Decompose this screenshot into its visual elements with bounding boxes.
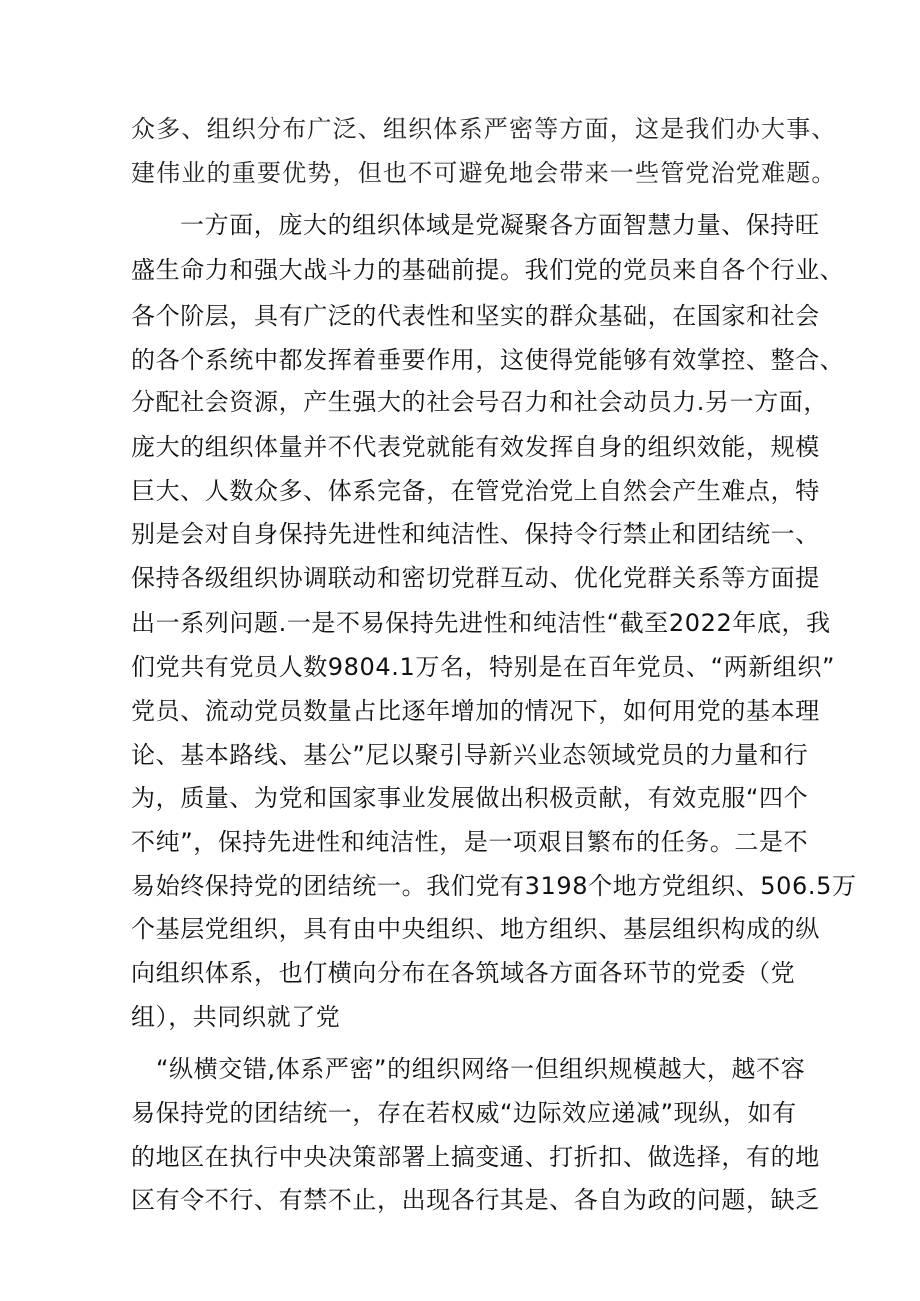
paragraph-start-line: “纵横交错,体系严密”的组织网络一但组织规模越大，越不容	[156, 1055, 806, 1083]
text-line: 为，质量、为党和国家事业发展做出积极贡献，有效克服“四个	[131, 784, 809, 812]
text-line: 组），共同织就了党	[131, 1003, 341, 1031]
text-line: 区有令不行、有禁不止，出现各行其是、各自为政的问题，缺乏	[131, 1186, 820, 1214]
text-line: 论、基本路线、基公”尼以聚引导新兴业态领域党员的力量和行	[131, 741, 809, 769]
text-line: 保持各级组织协调联动和密切党群互动、优化党群关系等方面提	[131, 564, 820, 592]
text-line: 各个阶层，具有广泛的代表性和坚实的群众基础，在国家和社会	[131, 302, 820, 330]
text-line: 向组织体系，也仃横向分布在各筑域各方面各环节的党委（党	[131, 959, 796, 987]
paragraph-start-line: 一方面，庞大的组织体域是党凝聚各方面智慧力量、保持旺	[180, 211, 820, 239]
text-line: 出一系列问题.一是不易保持先进性和纯洁性“截至2022年底，我	[131, 609, 831, 637]
text-line: 分配社会资源，产生强大的社会号召力和社会动员力.另一方面，	[131, 388, 829, 416]
text-line: 的地区在执行中央决策部署上搞变通、打折扣、做选择，有的地	[131, 1143, 820, 1171]
text-line: 易始终保持党的团结统一。我们党有3198个地方党组织、506.5万	[131, 872, 857, 900]
text-line: 党员、流动党员数量占比逐年增加的情况下，如何用党的基本理	[131, 697, 820, 725]
text-line: 别是会对自身保持先进性和纯洁性、保持令行禁止和团结统一、	[131, 520, 820, 548]
text-line: 建伟业的重要优势，但也不可避免地会带来一些管党治党难题。	[131, 159, 837, 187]
text-line: 不纯”，保持先进性和纯洁性，是一项艰目繁布的任务。二是不	[131, 828, 809, 856]
text-line: 盛生命力和强大战斗力的基础前提。我们党的党员来自各个行业、	[131, 256, 845, 284]
text-line: 庞大的组织体量并不代表党就能有效发挥自身的组织效能，规模	[131, 433, 820, 461]
text-line: 的各个系统中都发挥着垂要作用，这使得党能够有效掌控、整合、	[131, 346, 845, 374]
text-line: 个基层党组织，具有由中央组织、地方组织、基层组织构成的纵	[131, 915, 820, 943]
text-line: 巨大、人数众多、体系完备，在管党治党上自然会产生难点，特	[131, 477, 820, 505]
text-line: 众多、组织分布广泛、组织体系严密等方面，这是我们办大事、	[131, 115, 837, 143]
text-line: 们党共有党员人数9804.1万名，特别是在百年党员、“两新组织”	[131, 653, 836, 681]
text-line: 易保持党的团结统一，存在若权威“边际效应递减”现纵，如有	[131, 1099, 797, 1127]
